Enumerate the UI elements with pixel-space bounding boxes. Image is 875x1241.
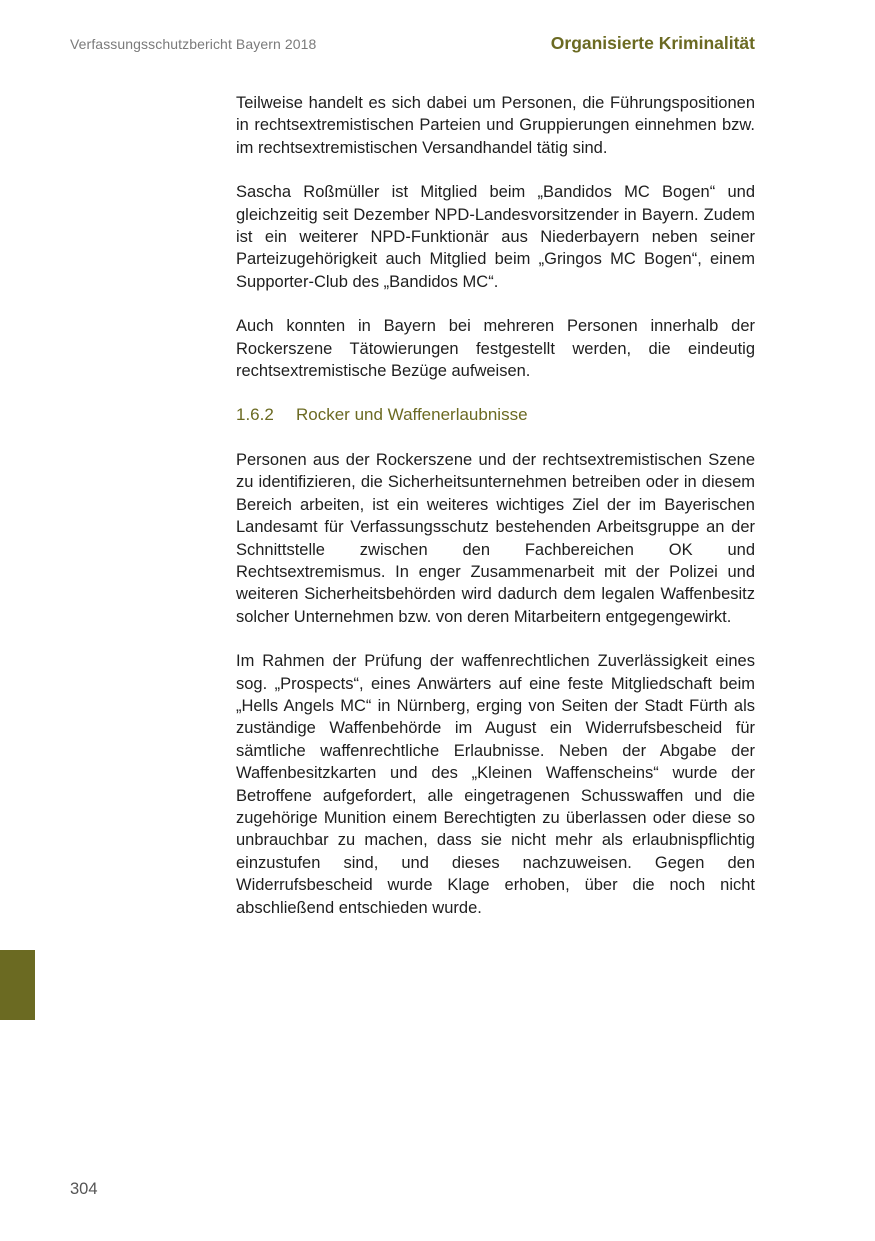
running-head-chapter: Organisierte Kriminalität [550, 33, 755, 53]
chapter-side-tab [0, 950, 35, 1020]
paragraph: Personen aus der Rockerszene und der rechtsextremistischen Szene zu identifizieren, die Sicherheitsunternehmen betreiben oder in diesem Bereich arbeiten, ist ein weiteres wichtiges Ziel der im Bayerischen Landesamt für Verfassungsschutz bestehenden Arbeitsgruppe an der Schnittstelle zwischen den Fachbereichen OK und Rechtsextremismus. In enger Zusammenarbeit mit der Polizei und weiteren Sicherheitsbehörden wird dadurch dem legalen Waffenbesitz solcher Unternehmen bzw. von deren Mitarbeitern entgegengewirkt. [236, 450, 755, 626]
body-text [236, 92, 755, 941]
page-number: 304 [70, 1180, 98, 1198]
paragraph: Im Rahmen der Prüfung der waffenrechtlichen Zuverlässigkeit eines sog. „Prospects“, eines Anwärters auf eine feste Mitgliedschaft beim „Hells Angels MC“ in Nürnberg, erging von Seiten der Stadt Fürth als zuständige Waffenbehörde im August ein Widerrufsbescheid für sämtliche waffenrechtliche Erlaubnisse. Neben der Abgabe der Waffenbesitzkarten und des „Kleinen Waffenscheins“ wurde der Betroffene aufgefordert, alle eingetragenen Schusswaffen und die zugehörige Munition einem Berechtigten zu überlassen oder diese so unbrauchbar zu machen, dass sie nicht mehr als erlaubnispflichtig einzustufen sind, und dieses nachzuweisen. Gegen den Widerrufsbescheid wurde Klage erhoben, über die noch nicht abschließend entschieden wurde. [236, 652, 755, 917]
paragraph: Sascha Roßmüller ist Mitglied beim „Bandidos MC Bogen“ und gleichzeitig seit Dezember NPD-Landesvorsitzender in Bayern. Zudem ist ein weiterer NPD-Funktionär aus Niederbayern neben seiner Parteizugehörigkeit auch Mitglied beim „Gringos MC Bogen“, einem Supporter-Club des „Bandidos MC“. [236, 183, 755, 291]
paragraph: Teilweise handelt es sich dabei um Personen, die Führungspositionen in rechtsextremistischen Parteien und Gruppierungen einnehmen bzw. im rechtsextremistischen Versandhandel tätig sind. [236, 94, 755, 157]
paragraph: Auch konnten in Bayern bei mehreren Personen innerhalb der Rockerszene Tätowierungen festgestellt werden, die eindeutig rechtsextremistische Bezüge aufweisen. [236, 317, 755, 381]
section-number: 1.6.2 [236, 405, 274, 425]
section-heading [236, 404, 755, 426]
section-title: Rocker und Waffenerlaubnisse [296, 405, 528, 425]
running-head-publication: Verfassungsschutzbericht Bayern 2018 [70, 36, 317, 52]
